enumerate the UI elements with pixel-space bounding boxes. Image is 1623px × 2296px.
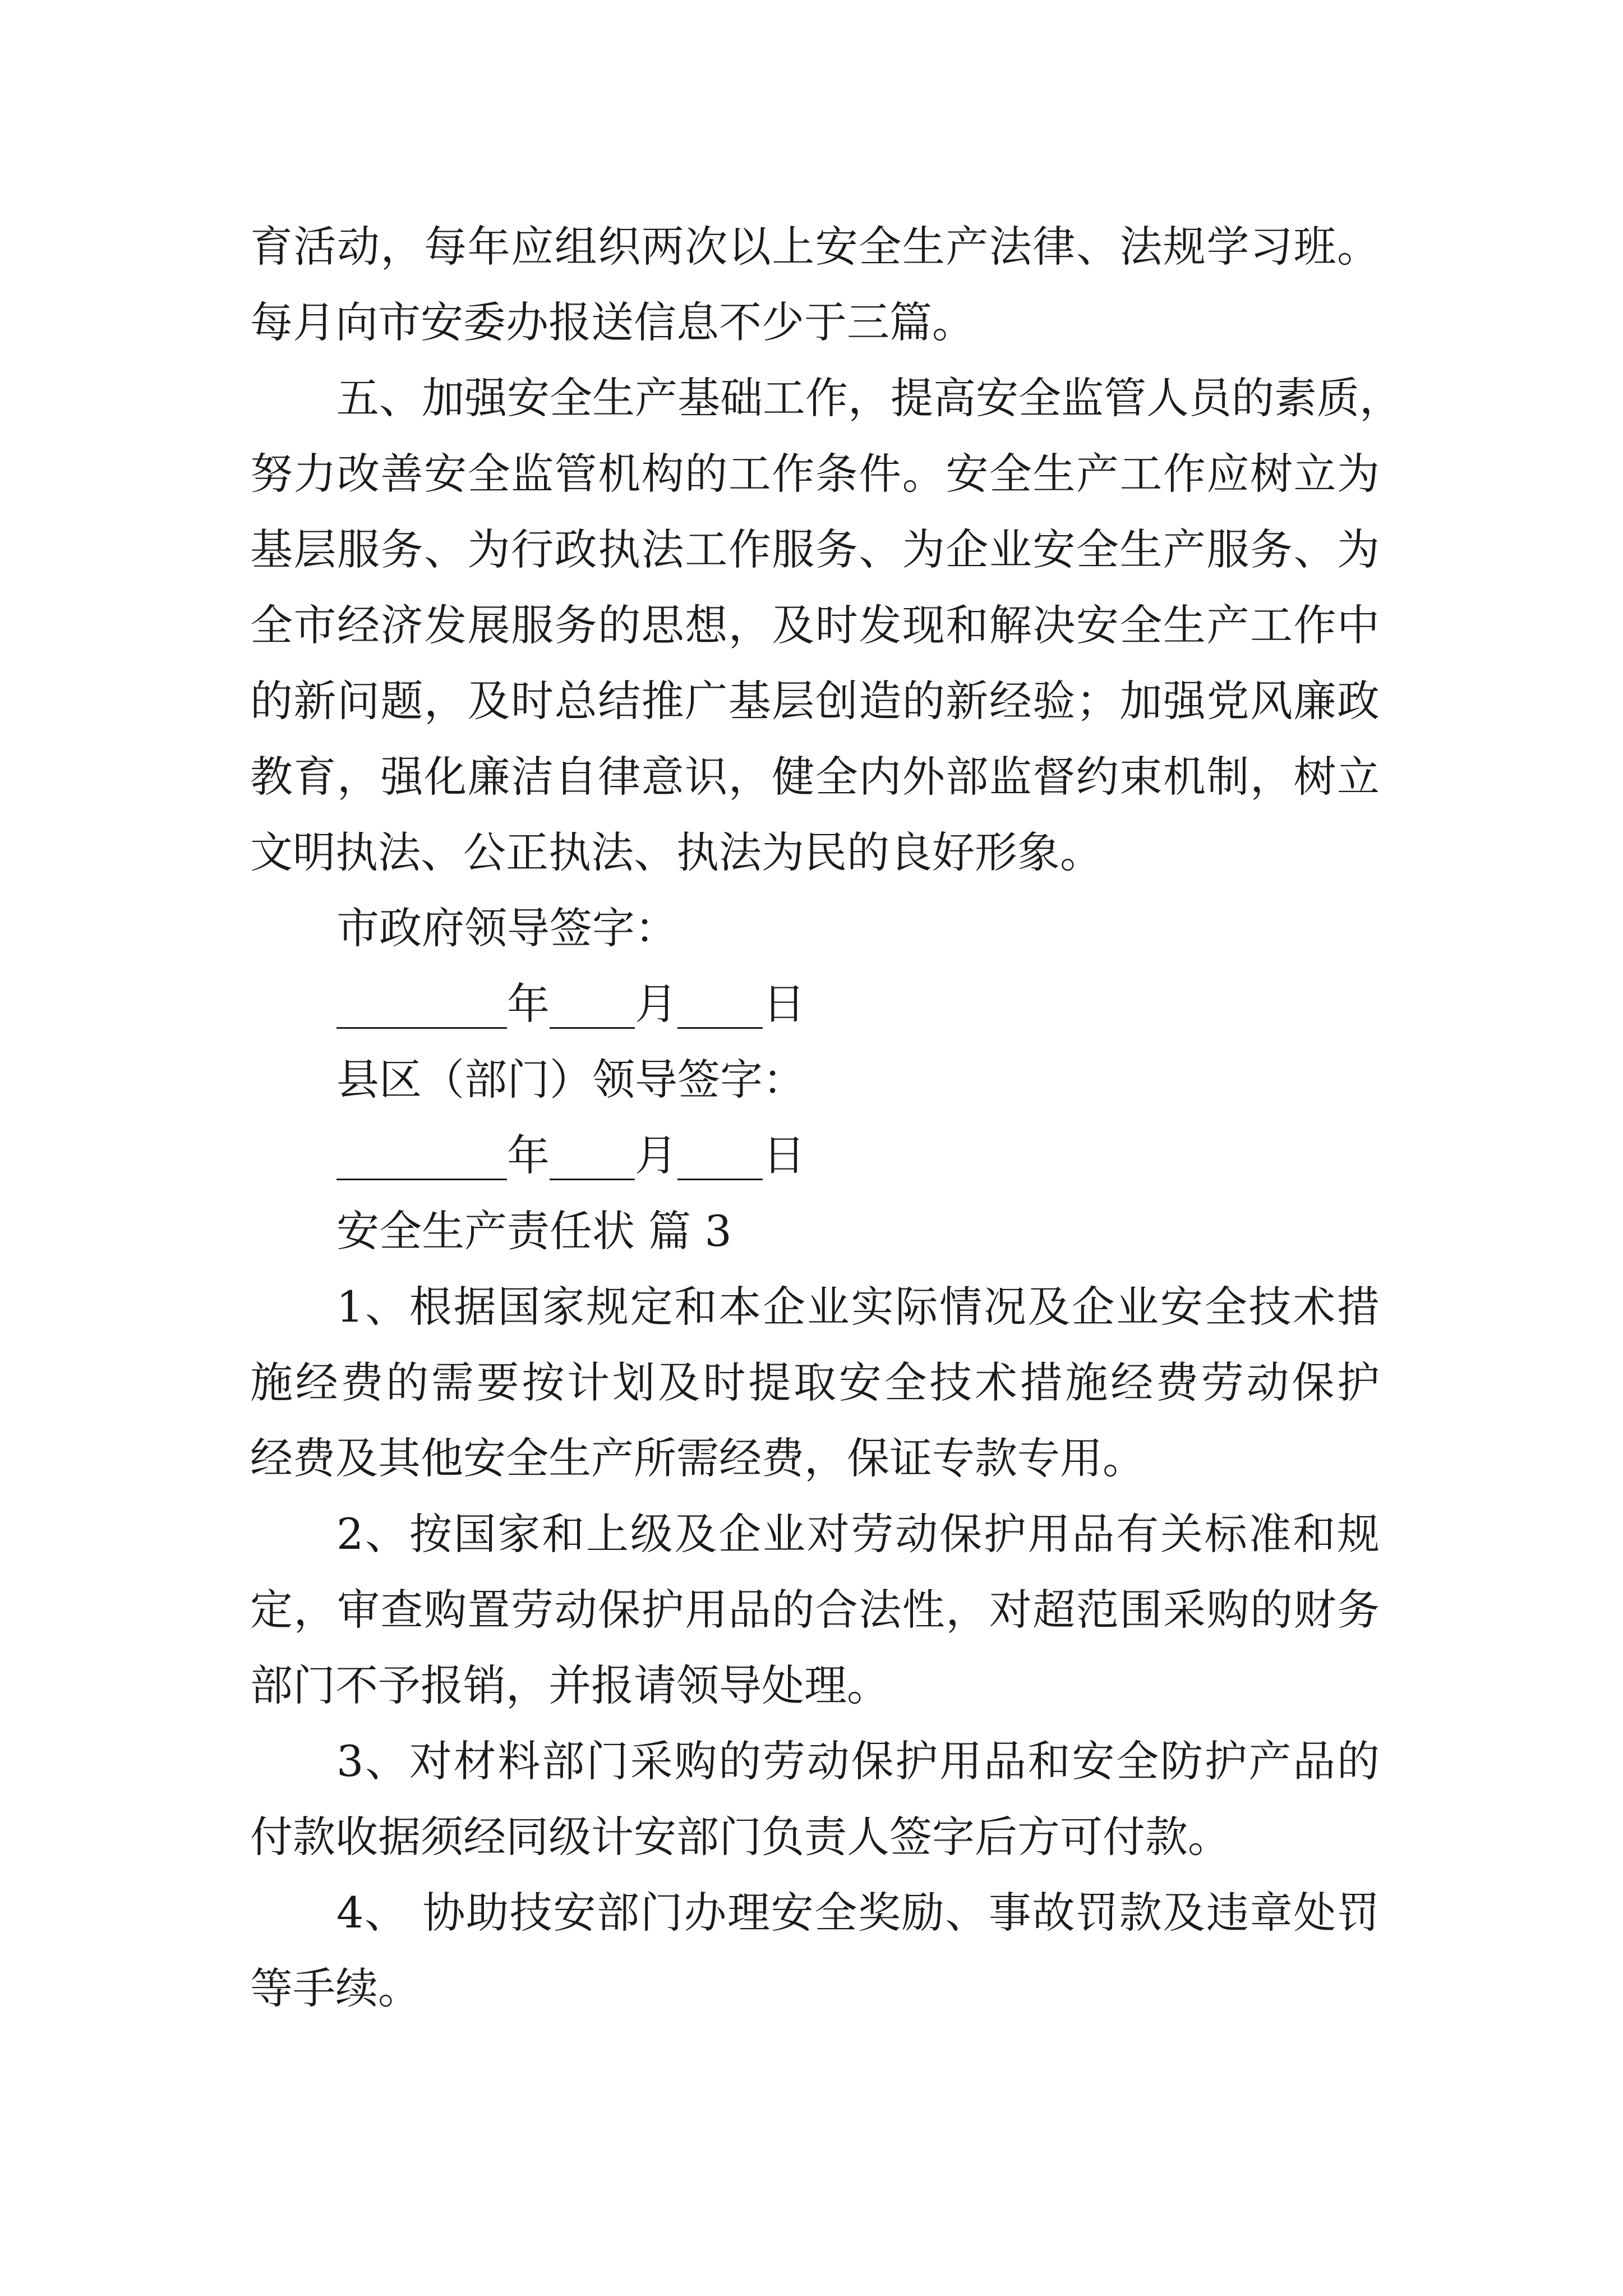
text-line: 部门不予报销，并报请领导处理。 xyxy=(250,1660,889,1710)
signature-label: 市政府领导签字： xyxy=(336,903,677,953)
text-line: 付款收据须经同级计安部门负责人签字后方可付款。 xyxy=(250,1812,1230,1862)
text-line: 等手续。 xyxy=(250,1963,421,2013)
signature-label: 县区（部门）领导签字： xyxy=(336,1055,805,1105)
date-line: ________年____月____日 xyxy=(336,1130,805,1180)
text-line: 每月向市安委办报送信息不少于三篇。 xyxy=(250,297,975,347)
text-line: 教育，强化廉洁自律意识，健全内外部监督约束机制，树立 xyxy=(250,752,1380,802)
text-line: 3、对材料部门采购的劳动保护用品和安全防护产品的 xyxy=(336,1736,1380,1786)
text-line: 定，审查购置劳动保护用品的合法性，对超范围采购的财务 xyxy=(250,1585,1380,1635)
text-line: 基层服务、为行政执法工作服务、为企业安全生产服务、为 xyxy=(250,524,1380,574)
text-line: 全市经济发展服务的思想，及时发现和解决安全生产工作中 xyxy=(250,600,1380,650)
text-line: 文明执法、公正执法、执法为民的良好形象。 xyxy=(250,827,1103,877)
text-line: 施经费的需要按计划及时提取安全技术措施经费劳动保护 xyxy=(250,1358,1380,1407)
text-line: 努力改善安全监管机构的工作条件。安全生产工作应树立为 xyxy=(250,449,1380,499)
text-line: 育活动，每年应组织两次以上安全生产法律、法规学习班。 xyxy=(250,222,1380,272)
section-title: 安全生产责任状 篇 3 xyxy=(336,1206,732,1256)
date-line: ________年____月____日 xyxy=(336,979,805,1029)
text-line: 1、根据国家规定和本企业实际情况及企业安全技术措 xyxy=(336,1282,1380,1332)
text-line: 2、按国家和上级及企业对劳动保护用品有关标准和规 xyxy=(336,1509,1380,1559)
text-line: 五、加强安全生产基础工作，提高安全监管人员的素质， xyxy=(336,373,1402,423)
text-line: 4、 协助技安部门办理安全奖励、事故罚款及违章处罚 xyxy=(336,1888,1380,1938)
text-line: 经费及其他安全生产所需经费，保证专款专用。 xyxy=(250,1433,1145,1483)
text-line: 的新问题，及时总结推广基层创造的新经验；加强党风廉政 xyxy=(250,676,1380,726)
